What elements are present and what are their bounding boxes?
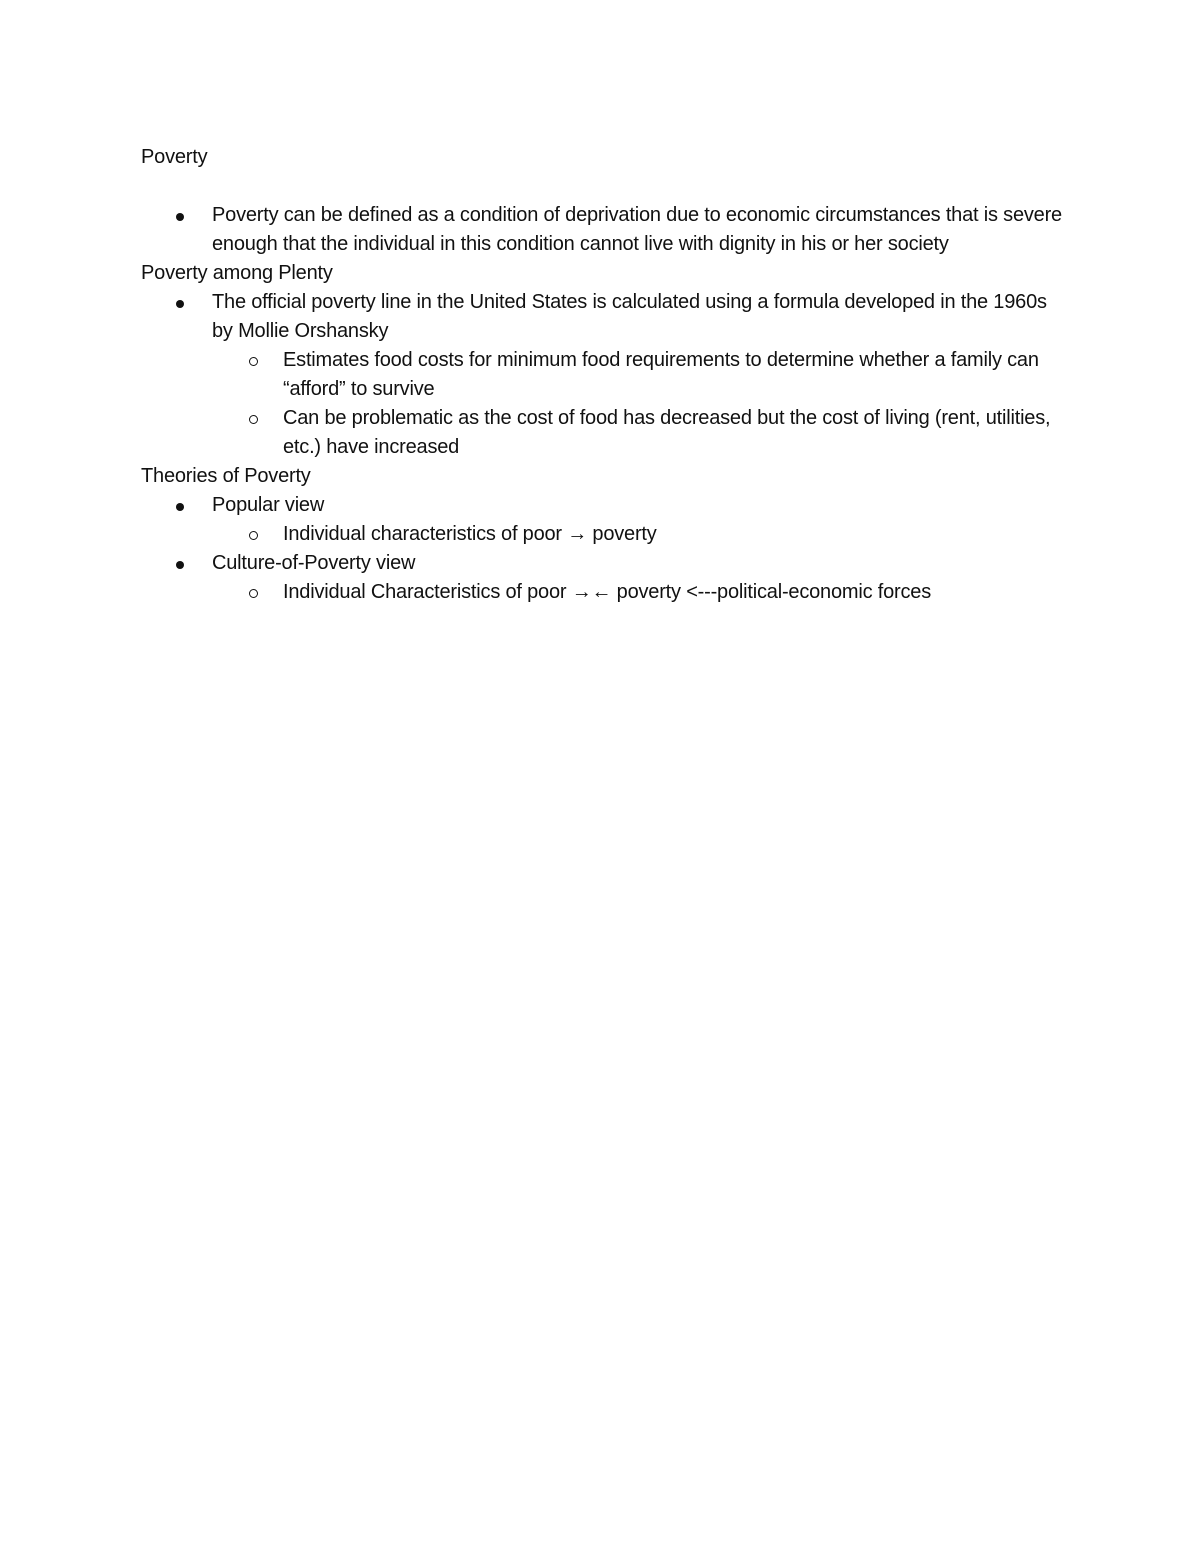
sub-list-item-text: Estimates food costs for minimum food requirements to determine whether a family can “afford” to survive	[283, 349, 1039, 400]
bullet-icon	[176, 300, 184, 308]
hollow-bullet-icon	[249, 531, 258, 540]
bullet-list	[141, 201, 1071, 259]
section-heading: Poverty	[141, 146, 208, 168]
list-item-text: The official poverty line in the United States is calculated using a formula developed in the 1960s by Mollie Orshansky	[212, 291, 1047, 342]
list-item	[212, 549, 1071, 607]
sub-list-item	[283, 520, 1071, 549]
sub-bullet-list	[212, 520, 1071, 549]
document-body	[141, 143, 1071, 607]
bullet-icon	[176, 561, 184, 569]
sub-bullet-list	[212, 578, 1071, 607]
hollow-bullet-icon	[249, 589, 258, 598]
sub-bullet-list	[212, 346, 1071, 462]
list-item-text: Popular view	[212, 494, 325, 516]
sub-list-item	[283, 578, 1071, 607]
hollow-bullet-icon	[249, 357, 258, 366]
list-item	[212, 201, 1071, 259]
bullet-list	[141, 288, 1071, 462]
sub-list-item-text: Can be problematic as the cost of food has decreased but the cost of living (rent, utilities, etc.) have increased	[283, 407, 1051, 458]
list-item	[212, 491, 1071, 549]
sub-list-item	[283, 404, 1071, 462]
bullet-icon	[176, 503, 184, 511]
bullet-list	[141, 491, 1071, 607]
sub-list-item	[283, 346, 1071, 404]
sub-list-item-text: Individual characteristics of poor → poverty	[283, 523, 657, 545]
section-heading: Poverty among Plenty	[141, 262, 333, 284]
section-heading: Theories of Poverty	[141, 465, 311, 487]
sub-list-item-text: Individual Characteristics of poor →← poverty <---political-economic forces	[283, 581, 932, 603]
list-item-text: Poverty can be defined as a condition of deprivation due to economic circumstances that is severe enough that the individual in this condition cannot live with dignity in his or her society	[212, 204, 1062, 255]
bullet-icon	[176, 213, 184, 221]
list-item-text: Culture-of-Poverty view	[212, 552, 416, 574]
hollow-bullet-icon	[249, 415, 258, 424]
list-item	[212, 288, 1071, 462]
